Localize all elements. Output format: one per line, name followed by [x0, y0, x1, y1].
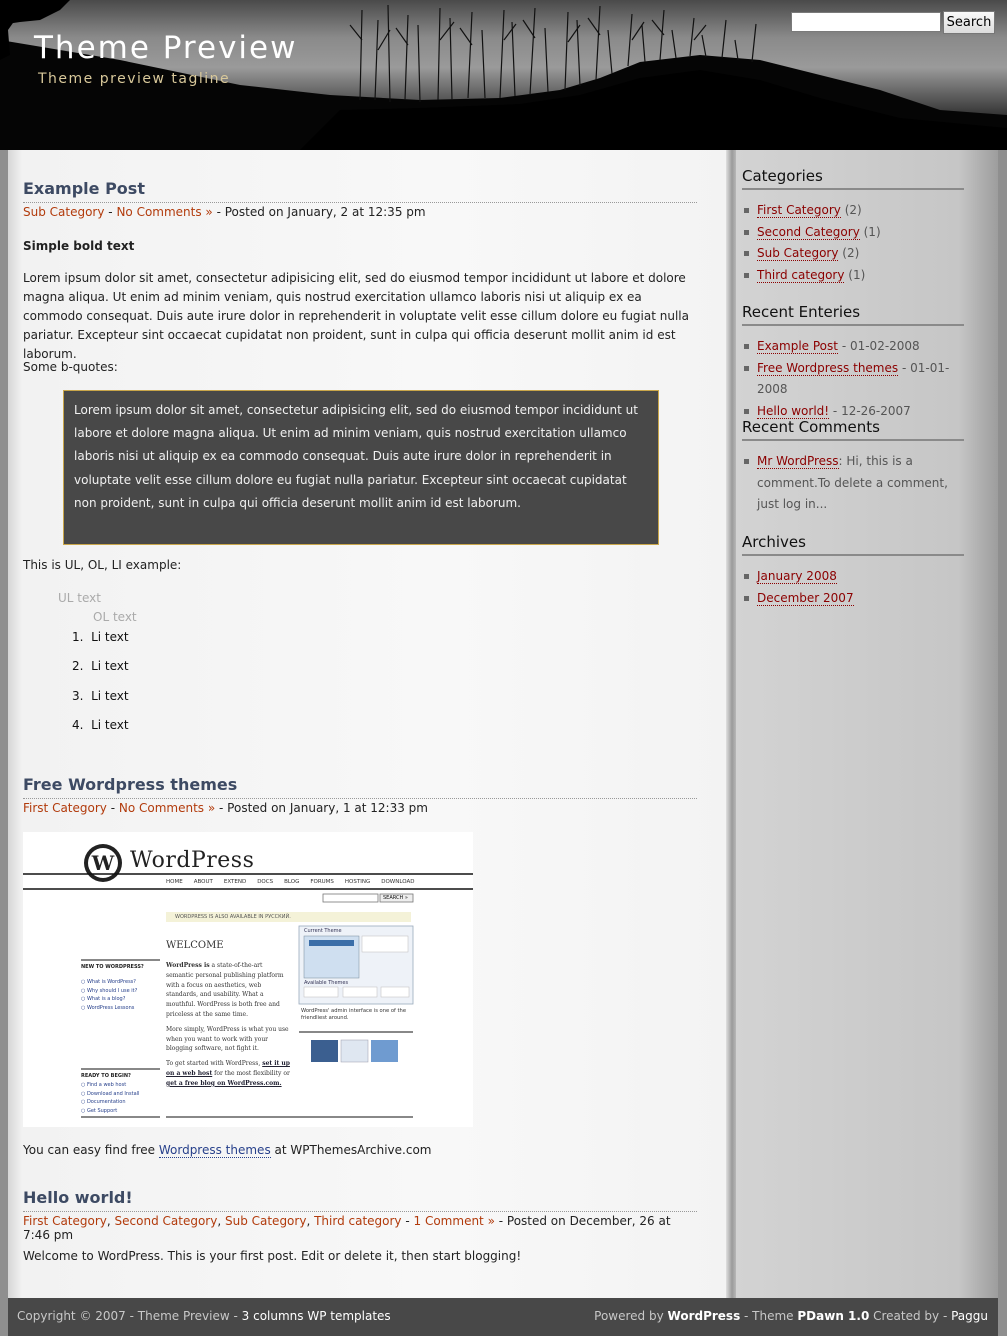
post-date: - Posted on January, 1 at 12:33 pm — [215, 801, 428, 815]
widget-archives — [742, 533, 964, 609]
list-item — [742, 566, 964, 588]
wordpress-link[interactable]: WordPress — [667, 1309, 741, 1323]
post-meta: First Category - No Comments » - Posted on January, 1 at 12:33 pm — [23, 798, 697, 815]
post-title[interactable]: Example Post — [23, 179, 145, 198]
recent-post-link[interactable]: Example Post — [757, 339, 838, 353]
wp-logo-text: WordPress — [130, 848, 255, 873]
wp-nav-item[interactable]: FORUMS — [310, 879, 334, 885]
site-header — [0, 0, 1007, 150]
list-item: 1. Li text — [72, 630, 129, 644]
widget-title: Archives — [742, 533, 964, 556]
category-link[interactable]: Sub Category — [224, 1214, 307, 1228]
svg-text:W: W — [91, 851, 115, 875]
list-item: Second Category (1) — [742, 222, 964, 244]
author-link[interactable]: Paggu — [951, 1309, 988, 1323]
wp-ready-title: READY TO BEGIN? — [81, 1073, 131, 1079]
post-date: - Posted on December, 26 at 7:46 pm — [23, 1214, 671, 1242]
category-link[interactable]: Sub Category — [757, 246, 839, 261]
search-button[interactable]: Search — [943, 11, 995, 34]
archives-list — [742, 566, 964, 609]
recent-post-link[interactable]: Free Wordpress themes — [757, 360, 899, 375]
category-link[interactable]: Sub Category — [23, 205, 105, 219]
category-link[interactable]: Second Category — [114, 1214, 218, 1228]
templates-link[interactable]: 3 columns WP templates — [241, 1309, 391, 1323]
post-date: - Posted on January, 2 at 12:35 pm — [212, 205, 426, 219]
post-paragraph: You can easy find free Wordpress themes at WPThemesArchive.com — [23, 1143, 432, 1157]
category-link[interactable]: Second Category — [757, 224, 860, 239]
list-item: Hello world! - 12-26-2007 — [742, 401, 964, 423]
post-hello-world — [23, 1188, 697, 1242]
comments-link[interactable]: No Comments » — [118, 801, 216, 815]
recent-post-link[interactable]: Hello world! — [757, 403, 830, 418]
widget-recent-comments — [742, 418, 964, 516]
wp-nav-item[interactable]: ABOUT — [193, 879, 213, 885]
archive-link[interactable]: January 2008 — [757, 569, 837, 583]
wp-nav — [166, 879, 466, 885]
widget-categories — [742, 167, 964, 286]
wp-available-themes: Available Themes — [304, 980, 349, 986]
widget-title: Recent Enteries — [742, 303, 964, 326]
category-link[interactable]: Third category — [757, 267, 845, 282]
post-paragraph: Lorem ipsum dolor sit amet, consectetur adipisicing elit, sed do eiusmod tempor incididunt ut labore et dolore magna aliqua. Ut enim ad minim veniam, quis nostrud exercitation ullamco laboris nisi ut aliquip ex ea commodo consequat. Duis aute irure dolor in reprehenderit in voluptate velit esse cillum dolore eu fugiat nulla pariatur. Excepteur sint occaecat cupidatat non proident, sunt in culpa qui officia deserunt mollit anim id est laborum. — [23, 271, 689, 361]
categories-list — [742, 200, 964, 286]
list-item: Example Post - 01-02-2008 — [742, 336, 964, 358]
wp-search-button: SEARCH » — [383, 895, 408, 901]
wp-nav-item[interactable]: DOCS — [257, 879, 274, 885]
list-item: Sub Category (2) — [742, 243, 964, 265]
wp-ready-links: ○ Find a web host ○ Download and Install ○ Documentation ○ Get Support — [81, 1082, 140, 1114]
widget-title: Categories — [742, 167, 964, 190]
site-footer — [8, 1298, 998, 1336]
wp-welcome: WELCOME — [166, 940, 224, 951]
comment-author-link[interactable]: Mr WordPress — [757, 454, 839, 468]
recent-list — [742, 336, 964, 422]
theme-link[interactable]: PDawn 1.0 — [797, 1309, 870, 1323]
post-example — [23, 179, 697, 219]
category-link[interactable]: Third category — [314, 1214, 402, 1228]
comments-link[interactable]: 1 Comment » — [413, 1214, 495, 1228]
list-item: Mr WordPress: Hi, this is a comment.To delete a comment, just log in... — [742, 451, 964, 516]
wp-nav-item[interactable]: DOWNLOAD — [381, 879, 415, 885]
wp-nav-item[interactable]: EXTEND — [223, 879, 247, 885]
site-tagline: Theme preview tagline — [38, 71, 231, 87]
wp-new-title: NEW TO WORDPRESS? — [81, 964, 144, 970]
list-item: 2. Li text — [72, 659, 129, 673]
wp-new-links: ○ What is WordPress? ○ Why should I use it? ○ What is a blog? ○ WordPress Lessons — [81, 979, 138, 1011]
widget-recent-entries — [742, 303, 964, 422]
post-paragraph: Welcome to WordPress. This is your first post. Edit or delete it, then start blogging! — [23, 1249, 522, 1263]
wordpress-screenshot-image[interactable] — [23, 832, 473, 1127]
post-title[interactable]: Free Wordpress themes — [23, 775, 238, 794]
list-item: First Category (2) — [742, 200, 964, 222]
category-link[interactable]: First Category — [23, 1214, 107, 1228]
archive-link[interactable]: December 2007 — [757, 590, 854, 605]
wp-current-theme: Current Theme — [304, 928, 342, 934]
bquote-intro: Some b-quotes: — [23, 360, 118, 374]
bold-text: Simple bold text — [23, 239, 135, 253]
wordpress-themes-link[interactable]: Wordpress themes — [158, 1143, 271, 1157]
blockquote: Lorem ipsum dolor sit amet, consectetur adipisicing elit, sed do eiusmod tempor incididunt ut labore et dolore magna aliqua. Ut enim ad minim veniam, quis nostrud exercitation ullamco laboris nisi ut aliquip ex ea commodo consequat. Duis aute irure dolor in reprehenderit in voluptate velit esse cillum dolore eu fugiat nulla pariatur. Excepteur sint occaecat cupidatat non proident, sunt in culpa qui officia deserunt mollit anim id est laborum. — [63, 390, 659, 545]
comments-list — [742, 451, 964, 516]
post-meta: Sub Category - No Comments » - Posted on January, 2 at 12:35 pm — [23, 202, 697, 219]
wp-nav-item[interactable]: BLOG — [284, 879, 300, 885]
wp-nav-item[interactable]: HOSTING — [344, 879, 371, 885]
list-item: 3. Li text — [72, 689, 129, 703]
wp-admin-caption: WordPress' admin interface is one of the friendliest around. — [301, 1008, 407, 1021]
wp-notice: WORDPRESS IS ALSO AVAILABLE IN РУССКИЙ. — [175, 914, 291, 920]
ul-text: UL text — [58, 591, 101, 605]
footer-copyright: Copyright © 2007 - Theme Preview - 3 columns WP templates — [17, 1309, 391, 1323]
footer-credits: Powered by WordPress - Theme PDawn 1.0 Created by - Paggu — [594, 1309, 988, 1323]
column-divider — [726, 150, 736, 1298]
ol-text: OL text — [93, 610, 137, 624]
list-item: 4. Li text — [72, 718, 129, 732]
wp-body-text: WordPress is a state-of-the-art semantic personal publishing platform with a focus on aesthetics, web standards, and usability. What a mouthful. WordPress is both free and priceless at the same time. More simply, WordPress is what you use when you want to work with your blogging software, not fight it. To get started with WordPress, set it up on a web host for the most flexibility or get a free blog on WordPress.com. — [166, 962, 290, 1087]
post-title[interactable]: Hello world! — [23, 1188, 133, 1207]
list-item: Free Wordpress themes - 01-01-2008 — [742, 358, 964, 401]
widget-title: Recent Comments — [742, 418, 964, 441]
comments-link[interactable]: No Comments » — [116, 205, 213, 219]
list-item: Third category (1) — [742, 265, 964, 287]
post-free-themes — [23, 775, 697, 815]
category-link[interactable]: First Category — [23, 801, 107, 815]
list-intro: This is UL, OL, LI example: — [23, 558, 182, 572]
post-meta: First Category, Second Category, Sub Category, Third category - 1 Comment » - Posted on December, 26 at 7:46 pm — [23, 1211, 697, 1242]
search-input[interactable] — [791, 12, 941, 32]
list-item — [742, 588, 964, 610]
site-title[interactable]: Theme Preview — [34, 30, 298, 66]
wp-nav-item[interactable]: HOME — [166, 879, 183, 885]
category-link[interactable]: First Category — [757, 203, 841, 217]
